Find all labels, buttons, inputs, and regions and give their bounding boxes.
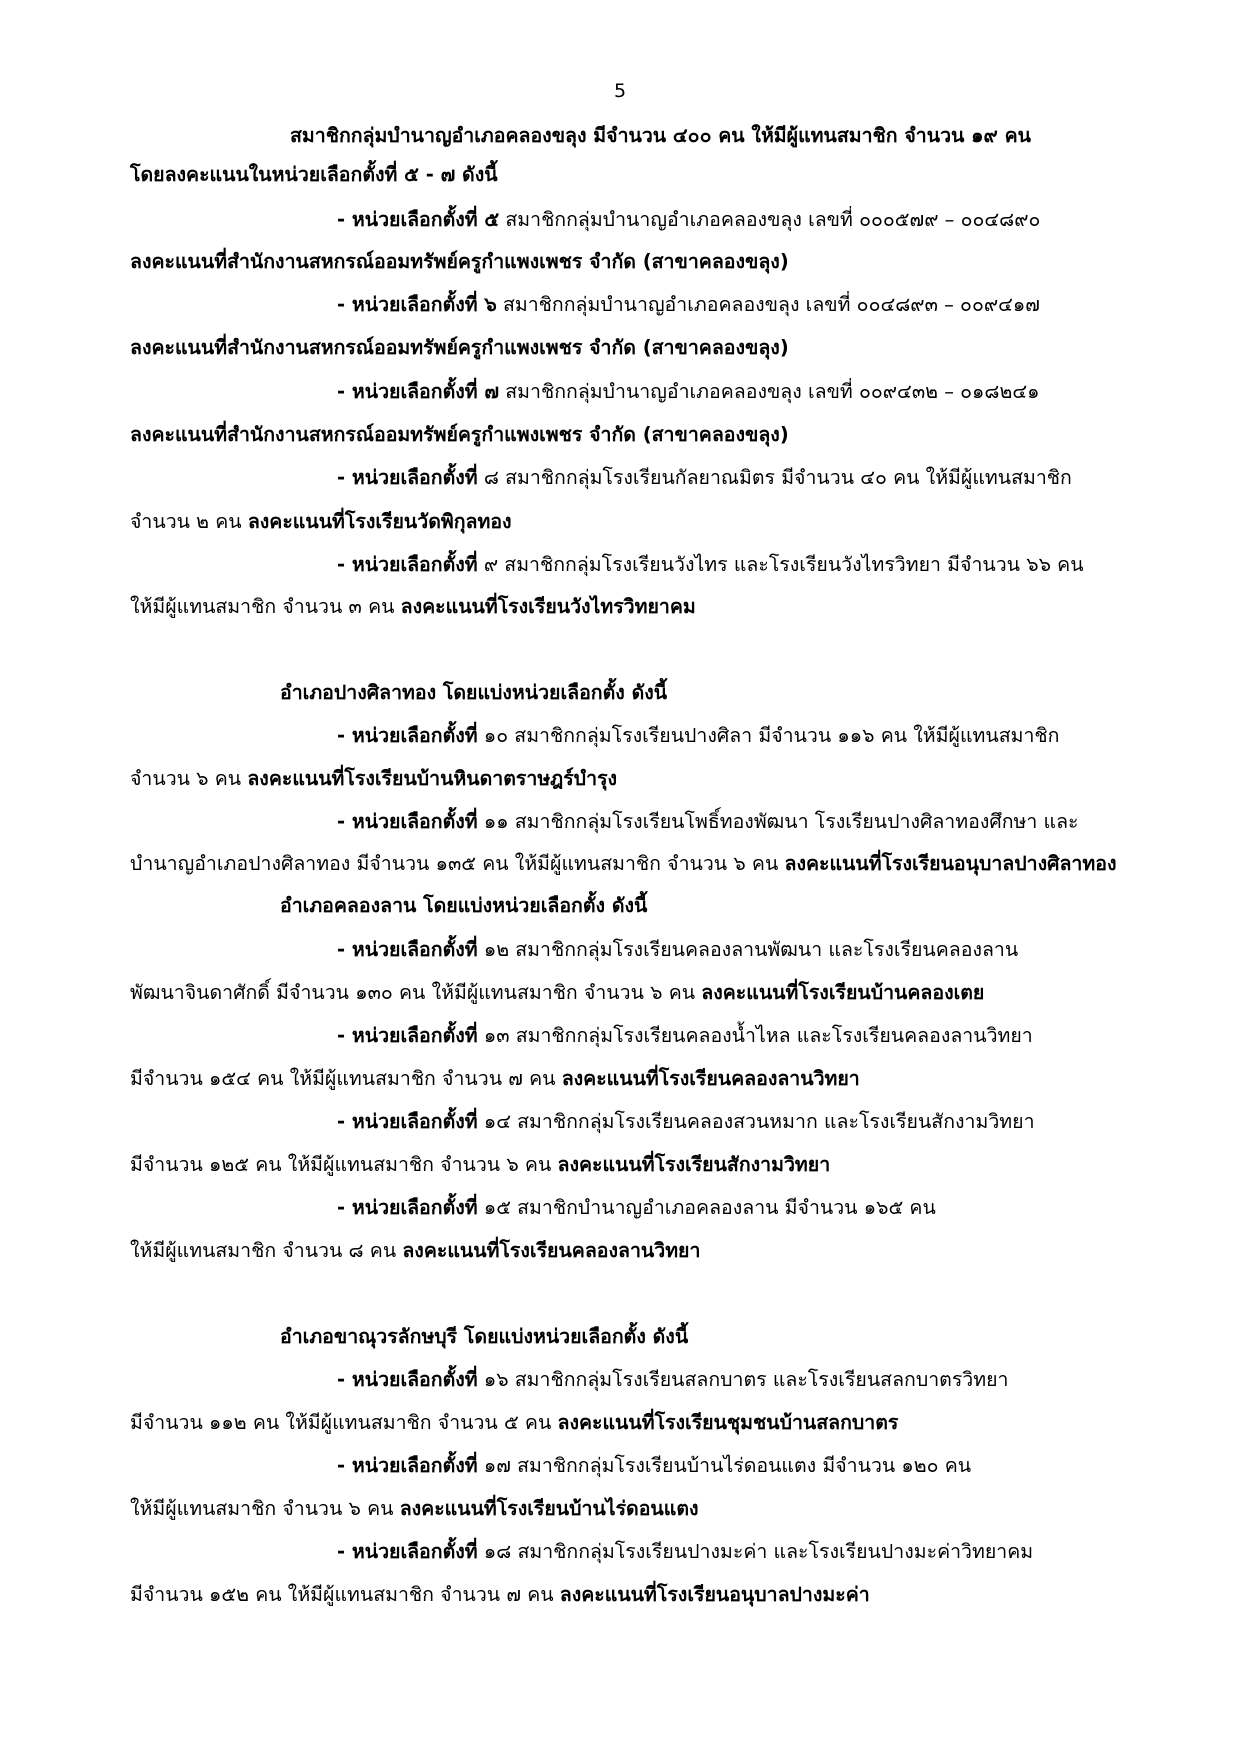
text-line-6	[130, 333, 789, 363]
bold-text-segment: - หน่วยเลือกตั้งที่	[337, 553, 478, 576]
text-line-22	[130, 1064, 860, 1094]
text-line-27	[280, 1322, 688, 1352]
text-line-3	[337, 205, 1040, 235]
text-segment: มีจำนวน ๑๑๒ คน ให้มีผู้แทนสมาชิก จำนวน ๕ คน	[130, 1411, 558, 1434]
text-segment: ๑๘ สมาชิกกลุ่มโรงเรียนปางมะค่า และโรงเรียนปางมะค่าวิทยาคม	[477, 1540, 1034, 1563]
bold-text-segment: โดยลงคะแนนในหน่วยเลือกตั้งที่ ๕ - ๗ ดังนี้	[130, 163, 498, 186]
text-segment: สมาชิกกลุ่มบำนาญอำเภอคลองขลุง เลขที่ ๐๐๐๕๗๙ – ๐๐๔๘๙๐	[499, 208, 1041, 231]
text-line-28	[337, 1365, 1008, 1395]
text-line-24	[130, 1150, 830, 1180]
text-line-32	[337, 1537, 1033, 1567]
bold-text-segment: - หน่วยเลือกตั้งที่	[337, 1024, 478, 1047]
bold-text-segment: - หน่วยเลือกตั้งที่	[337, 810, 478, 833]
bold-text-segment: - หน่วยเลือกตั้งที่	[337, 938, 478, 961]
text-segment: สมาชิกกลุ่มบำนาญอำเภอคลองขลุง เลขที่ ๐๐๔๘๙๓ – ๐๐๙๔๑๗	[496, 293, 1040, 316]
text-segment: ๑๕ สมาชิกบำนาญอำเภอคลองลาน มีจำนวน ๑๖๕ คน	[477, 1196, 936, 1219]
text-line-17	[130, 849, 1116, 879]
bold-text-segment: อำเภอปางศิลาทอง โดยแบ่งหน่วยเลือกตั้ง ดังนี้	[280, 681, 668, 704]
bold-text-segment: อำเภอคลองลาน โดยแบ่งหน่วยเลือกตั้ง ดังนี้	[280, 894, 648, 917]
bold-text-segment: ลงคะแนนที่โรงเรียนอนุบาลปางมะค่า	[559, 1583, 870, 1606]
bold-text-segment: - หน่วยเลือกตั้งที่	[337, 1368, 478, 1391]
bold-text-segment: ลงคะแนนที่โรงเรียนอนุบาลปางศิลาทอง	[784, 852, 1117, 875]
text-segment: ๑๔ สมาชิกกลุ่มโรงเรียนคลองสวนหมาก และโรงเรียนสักงามวิทยา	[477, 1110, 1035, 1133]
text-segment: ให้มีผู้แทนสมาชิก จำนวน ๓ คน	[130, 595, 401, 618]
bold-text-segment: สมาชิกกลุ่มบำนาญอำเภอคลองขลุง มีจำนวน ๔๐๐ คน ให้มีผู้แทนสมาชิก จำนวน ๑๙ คน	[290, 124, 1031, 147]
text-line-26	[130, 1236, 700, 1266]
text-line-10	[130, 507, 512, 537]
bold-text-segment: - หน่วยเลือกตั้งที่	[337, 724, 478, 747]
text-line-19	[337, 935, 1018, 965]
bold-text-segment: ลงคะแนนที่โรงเรียนสักงามวิทยา	[557, 1153, 831, 1176]
bold-text-segment: - หน่วยเลือกตั้งที่	[337, 466, 478, 489]
bold-text-segment: ลงคะแนนที่โรงเรียนชุมชนบ้านสลกบาตร	[557, 1411, 899, 1434]
text-line-16	[337, 807, 1079, 837]
bold-text-segment: - หน่วยเลือกตั้งที่	[337, 1196, 478, 1219]
text-line-11	[337, 550, 1084, 580]
bold-text-segment: ลงคะแนนที่โรงเรียนวังไทรวิทยาคม	[400, 595, 696, 618]
text-line-1	[290, 121, 1031, 151]
text-segment: ให้มีผู้แทนสมาชิก จำนวน ๘ คน	[130, 1239, 403, 1262]
text-segment: ๑๒ สมาชิกกลุ่มโรงเรียนคลองลานพัฒนา และโรงเรียนคลองลาน	[477, 938, 1019, 961]
text-segment: ๑๓ สมาชิกกลุ่มโรงเรียนคลองน้ำไหล และโรงเรียนคลองลานวิทยา	[477, 1024, 1033, 1047]
text-segment: มีจำนวน ๑๕๔ คน ให้มีผู้แทนสมาชิก จำนวน ๗ คน	[130, 1067, 562, 1090]
bold-text-segment: ลงคะแนนที่สำนักงานสหกรณ์ออมทรัพย์ครูกำแพงเพชร จำกัด (สาขาคลองขลุง)	[130, 250, 789, 273]
text-line-13	[280, 678, 667, 708]
text-line-12	[130, 592, 696, 622]
bold-text-segment: ลงคะแนนที่โรงเรียนคลองลานวิทยา	[402, 1239, 701, 1262]
text-line-2	[130, 160, 498, 190]
bold-text-segment: ลงคะแนนที่โรงเรียนบ้านหินดาตราษฎร์บำรุง	[247, 767, 618, 790]
text-line-33	[130, 1580, 870, 1610]
bold-text-segment: - หน่วยเลือกตั้งที่	[337, 1110, 478, 1133]
text-line-18	[280, 891, 647, 921]
text-line-21	[337, 1021, 1033, 1051]
text-line-8	[130, 420, 789, 450]
text-segment: ๑๐ สมาชิกกลุ่มโรงเรียนปางศิลา มีจำนวน ๑๑๖ คน ให้มีผู้แทนสมาชิก	[477, 724, 1060, 747]
text-line-20	[130, 978, 984, 1008]
bold-text-segment: ลงคะแนนที่โรงเรียนคลองลานวิทยา	[561, 1067, 860, 1090]
text-segment: จำนวน ๖ คน	[130, 767, 248, 790]
bold-text-segment: ลงคะแนนที่โรงเรียนบ้านไร่ดอนแตง	[399, 1497, 699, 1520]
bold-text-segment: - หน่วยเลือกตั้งที่ ๗	[337, 380, 500, 403]
text-segment: ๑๗ สมาชิกกลุ่มโรงเรียนบ้านไร่ดอนแตง มีจำนวน ๑๒๐ คน	[477, 1454, 972, 1477]
text-segment: ๘ สมาชิกกลุ่มโรงเรียนกัลยาณมิตร มีจำนวน ๔๐ คน ให้มีผู้แทนสมาชิก	[477, 466, 1072, 489]
text-segment: ๑๖ สมาชิกกลุ่มโรงเรียนสลกบาตร และโรงเรียนสลกบาตรวิทยา	[477, 1368, 1009, 1391]
text-line-15	[130, 764, 617, 794]
bold-text-segment: ลงคะแนนที่สำนักงานสหกรณ์ออมทรัพย์ครูกำแพงเพชร จำกัด (สาขาคลองขลุง)	[130, 336, 789, 359]
text-line-4	[130, 247, 789, 277]
text-segment: สมาชิกกลุ่มบำนาญอำเภอคลองขลุง เลขที่ ๐๐๙๔๓๒ – ๐๑๘๒๔๑	[499, 380, 1040, 403]
text-line-25	[337, 1193, 936, 1223]
bold-text-segment: - หน่วยเลือกตั้งที่ ๖	[337, 293, 497, 316]
text-line-9	[337, 463, 1072, 493]
bold-text-segment: อำเภอขาณุวรลักษบุรี โดยแบ่งหน่วยเลือกตั้ง ดังนี้	[280, 1325, 689, 1348]
text-line-29	[130, 1408, 898, 1438]
text-line-31	[130, 1494, 699, 1524]
bold-text-segment: ลงคะแนนที่โรงเรียนบ้านคลองเตย	[701, 981, 985, 1004]
text-segment: ให้มีผู้แทนสมาชิก จำนวน ๖ คน	[130, 1497, 400, 1520]
text-line-23	[337, 1107, 1035, 1137]
bold-text-segment: - หน่วยเลือกตั้งที่ ๕	[337, 208, 500, 231]
page-number: 5	[613, 80, 627, 102]
text-segment: ๑๑ สมาชิกกลุ่มโรงเรียนโพธิ์ทองพัฒนา โรงเรียนปางศิลาทองศึกษา และ	[477, 810, 1079, 833]
text-segment: ๙ สมาชิกกลุ่มโรงเรียนวังไทร และโรงเรียนวังไทรวิทยา มีจำนวน ๖๖ คน	[477, 553, 1084, 576]
text-segment: มีจำนวน ๑๕๒ คน ให้มีผู้แทนสมาชิก จำนวน ๗ คน	[130, 1583, 560, 1606]
text-segment: มีจำนวน ๑๒๕ คน ให้มีผู้แทนสมาชิก จำนวน ๖ คน	[130, 1153, 558, 1176]
text-line-30	[337, 1451, 971, 1481]
bold-text-segment: - หน่วยเลือกตั้งที่	[337, 1454, 478, 1477]
text-line-5	[337, 290, 1040, 320]
bold-text-segment: ลงคะแนนที่สำนักงานสหกรณ์ออมทรัพย์ครูกำแพงเพชร จำกัด (สาขาคลองขลุง)	[130, 423, 789, 446]
text-segment: พัฒนาจินดาศักดิ์ มีจำนวน ๑๓๐ คน ให้มีผู้แทนสมาชิก จำนวน ๖ คน	[130, 981, 702, 1004]
text-line-14	[337, 721, 1059, 751]
bold-text-segment: - หน่วยเลือกตั้งที่	[337, 1540, 478, 1563]
text-segment: จำนวน ๒ คน	[130, 510, 248, 533]
bold-text-segment: ลงคะแนนที่โรงเรียนวัดพิกุลทอง	[247, 510, 512, 533]
text-line-7	[337, 377, 1039, 407]
text-segment: บำนาญอำเภอปางศิลาทอง มีจำนวน ๑๓๕ คน ให้มีผู้แทนสมาชิก จำนวน ๖ คน	[130, 852, 785, 875]
